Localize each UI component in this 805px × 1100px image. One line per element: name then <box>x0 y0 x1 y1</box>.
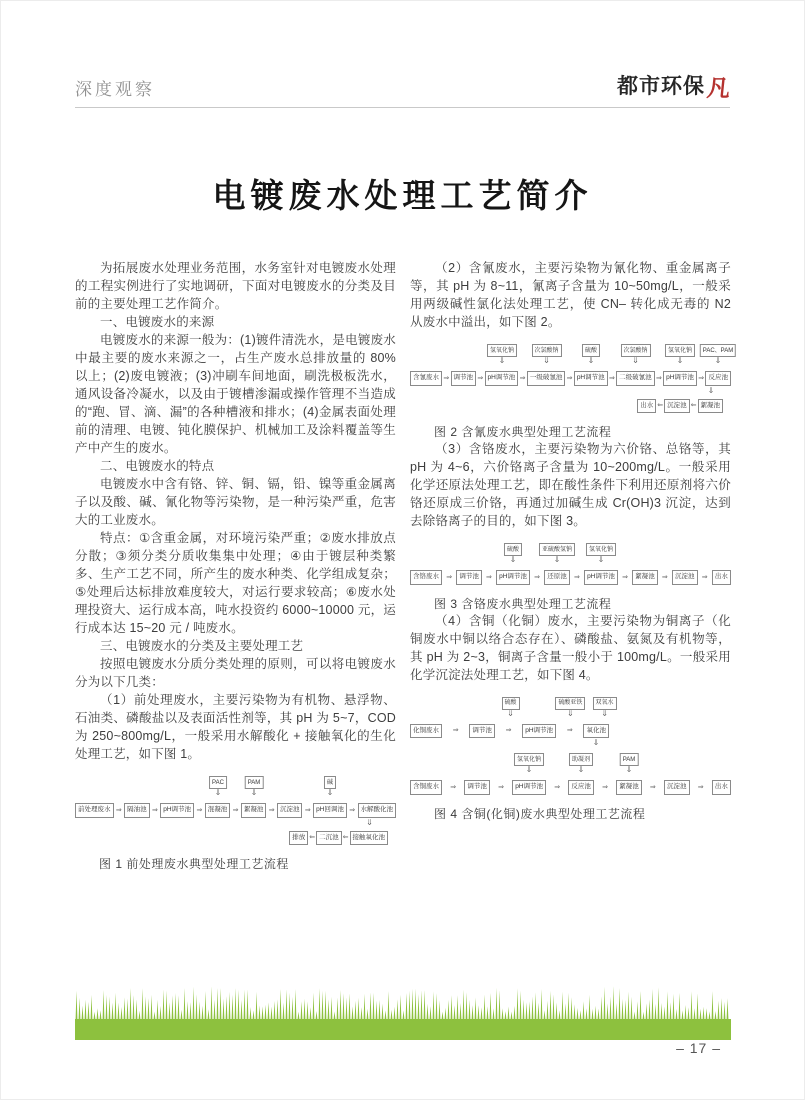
figure-fig3 <box>410 543 731 585</box>
reagent-item <box>539 543 575 564</box>
down-arrow-icon: ⇓ <box>507 708 514 718</box>
flow-main-row <box>410 570 731 585</box>
down-arrow-icon: ⇓ <box>498 356 506 365</box>
reagent-box: 次氯酸钠 <box>620 344 650 357</box>
flow-box: 沉淀池 <box>672 570 698 585</box>
flow-arrow-right-icon: ⇒ <box>622 573 628 581</box>
reagent-item <box>586 543 616 564</box>
brand-logo <box>617 70 730 100</box>
flow-box: 还原池 <box>544 570 570 585</box>
reagent-item <box>569 753 593 774</box>
reagent-box: 硫酸 <box>582 344 600 357</box>
reagent-item <box>487 344 517 365</box>
reagent-box: 氢氧化钠 <box>487 344 517 357</box>
flow-arrow-right-icon: ⇒ <box>115 806 122 814</box>
down-arrow-icon: ⇓ <box>625 765 633 774</box>
flow-box: 调节池 <box>464 780 490 795</box>
flow-arrow-left-icon: ⇐ <box>309 834 316 842</box>
down-arrow-icon: ⇓ <box>714 356 722 365</box>
flow-arrow-right-icon: ⇒ <box>697 783 704 791</box>
figure-fig1 <box>75 776 396 845</box>
reagent-box: 助凝剂 <box>569 753 593 766</box>
reagent-box: 次氯酸钠 <box>531 344 561 357</box>
flow-box: 含铜废水 <box>410 780 442 795</box>
reagent-item <box>620 753 639 774</box>
body-paragraph: （4）含铜（化铜）废水，主要污染物为铜离子（化铜废水中铜以络合态存在）、磷酸盐、氨氮及有机物等，其 pH 为 2~3，铜离子含量一般小于 100mg/L。一般采用化学沉淀法处理工艺，如下图 4。 <box>410 613 731 682</box>
flow-box: 含铬废水 <box>410 570 442 585</box>
flow-box: 出水 <box>712 780 731 795</box>
flow-box: 混凝池 <box>205 803 231 818</box>
reagent-box: 亚硫酸氢钠 <box>539 543 575 556</box>
flow-box: 出水 <box>712 570 731 585</box>
right-column <box>410 259 734 872</box>
flow-arrow-right-icon: ⇒ <box>452 727 459 735</box>
figure-caption: 图 2 含氰废水典型处理工艺流程 <box>434 425 612 439</box>
flow-arrow-right-icon: ⇒ <box>608 374 615 382</box>
reagent-box: 硫酸 <box>504 543 522 556</box>
flow-main-row <box>410 724 609 739</box>
reagent-item <box>555 697 585 718</box>
body-paragraph: 为拓展废水处理业务范围，水务室针对电镀废水处理的工程实例进行了实地调研，下面对电镀废水的分类及目前的主要处理工艺作简介。 <box>75 261 396 311</box>
figure-caption: 图 3 含铬废水典型处理工艺流程 <box>434 596 612 611</box>
grass-path <box>75 986 731 1040</box>
flow-box: 二沉池 <box>316 831 342 846</box>
flow-arrow-right-icon: ⇒ <box>655 374 662 382</box>
flow-box: 二级破氰池 <box>616 371 655 386</box>
flow-box: 反应池 <box>705 371 731 386</box>
reagent-box: 硫酸亚铁 <box>555 697 585 710</box>
page-number: – 17 – <box>676 1040 721 1056</box>
flow-box: pH调节池 <box>160 803 194 818</box>
reagent-item <box>700 344 736 365</box>
reagent-item <box>504 543 522 564</box>
flow-arrow-right-icon: ⇒ <box>446 573 453 581</box>
flow-box: 絮凝池 <box>616 780 642 795</box>
down-arrow-icon: ⇓ <box>707 386 715 395</box>
reagent-box: PAM <box>245 776 264 789</box>
down-arrow-icon: ⇓ <box>326 788 334 797</box>
flow-box: 絮凝池 <box>698 399 724 414</box>
reagent-item <box>501 697 519 718</box>
section-heading: 一、电镀废水的来源 <box>100 315 215 329</box>
article-title: 电镀废水处理工艺简介 <box>212 179 593 215</box>
flow-main-row <box>75 803 396 818</box>
reagent-item <box>514 753 544 774</box>
flow-arrow-right-icon: ⇒ <box>566 727 573 735</box>
flow-box: 氧化池 <box>583 724 609 739</box>
down-arrow-icon: ⇓ <box>366 818 373 827</box>
flow-box: 排放 <box>289 831 308 846</box>
flow-branch-row <box>410 399 731 414</box>
flow-box: 隔油池 <box>124 803 150 818</box>
brand-text: 都市环保 <box>617 75 705 98</box>
flow-box: 调节池 <box>469 724 495 739</box>
flow-arrow-right-icon: ⇒ <box>349 806 356 814</box>
flow-arrow-right-icon: ⇒ <box>268 806 275 814</box>
flow-box: 沉淀池 <box>277 803 303 818</box>
flow-box: 絮凝池 <box>241 803 267 818</box>
reagent-item <box>593 697 617 718</box>
flow-branch-row <box>75 831 396 846</box>
flow-chain <box>410 344 734 413</box>
flow-arrow-right-icon: ⇒ <box>649 783 656 791</box>
flow-chain <box>410 753 731 795</box>
reagent-box: PAC <box>209 776 227 789</box>
flow-arrow-right-icon: ⇒ <box>602 783 608 791</box>
down-arrow-icon: ⇓ <box>676 356 684 365</box>
down-arrow-icon: ⇓ <box>525 765 533 774</box>
flow-arrow-left-icon: ⇐ <box>690 402 697 410</box>
flow-main-row <box>410 780 731 795</box>
down-arrow-icon: ⇓ <box>601 708 608 718</box>
figure-caption: 图 4 含铜(化铜)废水典型处理工艺流程 <box>434 806 646 821</box>
flow-connector <box>410 738 609 750</box>
flow-chain <box>410 697 614 751</box>
flow-box: pH调节池 <box>522 724 556 739</box>
flow-box: pH调节池 <box>485 371 519 386</box>
reagent-item <box>582 344 600 365</box>
figure-caption: 图 1 前处理废水典型处理工艺流程 <box>99 857 289 871</box>
down-arrow-icon: ⇓ <box>543 356 550 365</box>
flow-arrow-right-icon: ⇒ <box>477 374 484 382</box>
article-columns <box>75 259 734 872</box>
flow-box: pH调节池 <box>574 371 608 386</box>
brand-logo-icon: 凡 <box>705 76 732 101</box>
reagent-box: 氢氧化钠 <box>665 344 695 357</box>
flow-arrow-right-icon: ⇒ <box>661 573 668 581</box>
body-paragraph: 电镀废水的来源一般为：(1)镀件清洗水，是电镀废水中最主要的废水来源之一，占生产废水总排放量的 80%以上；(2)废电镀液；(3)冲刷车间地面，刷洗极板洗水，通风设备冷凝水，以及由于镀槽渗漏或操作管理不当造成的“跑、冒、滴、漏”的各种槽液和排水；(4)金属表面处理前的清理、电镀、钝化膜保护、机械加工及涂料覆盖等生产中产生的废水。 <box>75 333 396 455</box>
flow-arrow-right-icon: ⇒ <box>519 374 526 382</box>
down-arrow-icon: ⇓ <box>553 555 561 564</box>
flow-arrow-right-icon: ⇒ <box>498 783 504 791</box>
body-paragraph: 按照电镀废水分质分类处理的原则，可以将电镀废水分为以下几类： <box>75 657 396 689</box>
grass-decoration <box>75 983 731 1040</box>
flow-box: pH调节池 <box>584 570 618 585</box>
down-arrow-icon: ⇓ <box>566 708 574 718</box>
flow-box: 调节池 <box>456 570 482 585</box>
down-arrow-icon: ⇓ <box>597 555 605 564</box>
body-paragraph: 电镀废水中含有铬、锌、铜、镉，铅、镍等重金属离子以及酸、碱、氰化物等污染物，是一种污染严重，危害大的工业废水。 <box>75 477 396 527</box>
down-arrow-icon: ⇓ <box>587 356 595 365</box>
figure-fig4 <box>410 697 731 795</box>
flow-arrow-left-icon: ⇐ <box>342 834 349 842</box>
flow-arrow-left-icon: ⇐ <box>657 402 664 410</box>
reagent-box: 碱 <box>324 776 336 789</box>
reagent-box: 双氧水 <box>593 697 617 710</box>
flow-box: 前处理废水 <box>75 803 114 818</box>
flow-box: 絮凝池 <box>632 570 658 585</box>
flow-arrow-right-icon: ⇒ <box>196 806 203 814</box>
left-column <box>75 259 396 872</box>
flow-arrow-right-icon: ⇒ <box>304 806 311 814</box>
grass-silhouette <box>75 983 731 1040</box>
flow-box: pH调节池 <box>512 780 546 795</box>
reagent-item <box>245 776 264 797</box>
reagent-box: 氢氧化钠 <box>586 543 616 556</box>
down-arrow-icon: ⇓ <box>577 765 585 774</box>
section-heading: 二、电镀废水的特点 <box>100 459 215 473</box>
body-paragraph: 特点：①含重金属，对环境污染严重；②废水排放点分散；③须分类分质收集集中处理；④由于镀层种类繁多、生产工艺不同，所产生的废水种类、化学组成复杂；⑤处理后达标排放难度较大，对运行要求较高；⑥废水处理投资大、运行成本高，吨水投资约 6000~10000 元，运行成本达 15~20 元 / 吨废水。 <box>75 531 396 635</box>
down-arrow-icon: ⇓ <box>632 356 639 365</box>
flow-box: 水解酸化池 <box>358 803 397 818</box>
flow-box: 沉淀池 <box>664 399 690 414</box>
flow-box: 出水 <box>637 399 656 414</box>
flow-arrow-right-icon: ⇒ <box>573 573 580 581</box>
flow-arrow-right-icon: ⇒ <box>701 573 708 581</box>
reagent-item <box>209 776 227 797</box>
body-paragraph: （1）前处理废水，主要污染物为有机物、悬浮物、石油类、磷酸盐以及表面活性剂等，其 pH 为 5~7，COD 为 250~800mg/L，一般采用水解酸化 + 接触氧化的生化处理工艺，如下图 1。 <box>75 693 396 761</box>
reagent-item <box>531 344 561 365</box>
reagent-item <box>324 776 336 797</box>
flow-main-row <box>410 371 731 386</box>
flow-box: pH调节池 <box>663 371 697 386</box>
header-divider <box>75 107 730 108</box>
flow-box: pH回调池 <box>313 803 347 818</box>
reagent-box: PAM <box>620 753 639 766</box>
flow-box: 化铜废水 <box>410 724 442 739</box>
flow-arrow-right-icon: ⇒ <box>443 374 450 382</box>
flow-box: 反应池 <box>568 780 594 795</box>
flow-box: pH调节池 <box>496 570 530 585</box>
page-header <box>75 70 730 100</box>
figure-fig2 <box>410 344 734 413</box>
flow-box: 含氰废水 <box>410 371 442 386</box>
down-arrow-icon: ⇓ <box>592 738 600 747</box>
body-paragraph: （3）含铬废水，主要污染物为六价铬、总铬等，其 pH 为 4~6，六价铬离子含量为 10~200mg/L。一般采用化学还原法处理工艺，即在酸性条件下利用还原剂将六价铬还原成三价铬，再通过加碱生成 Cr(OH)3 沉淀，达到去除铬离子的目的，如下图 3。 <box>410 442 731 528</box>
reagent-item <box>620 344 650 365</box>
section-heading: 三、电镀废水的分类及主要处理工艺 <box>100 639 304 653</box>
reagent-box: PAC、PAM <box>700 344 736 357</box>
flow-arrow-right-icon: ⇒ <box>232 806 239 814</box>
flow-box: 沉淀池 <box>664 780 690 795</box>
flow-chain <box>75 776 396 845</box>
reagent-box: 氢氧化钠 <box>514 753 544 766</box>
flow-arrow-right-icon: ⇒ <box>534 573 541 581</box>
down-arrow-icon: ⇓ <box>509 555 517 564</box>
flow-box: 接触氧化池 <box>350 831 389 846</box>
flow-arrow-right-icon: ⇒ <box>554 783 561 791</box>
flow-arrow-right-icon: ⇒ <box>152 806 158 814</box>
flow-arrow-right-icon: ⇒ <box>450 783 457 791</box>
flow-box: 一级破氰池 <box>527 371 566 386</box>
flow-box: 调节池 <box>451 371 477 386</box>
flow-arrow-right-icon: ⇒ <box>698 374 705 382</box>
flow-arrow-right-icon: ⇒ <box>505 727 512 735</box>
reagent-box: 硫酸 <box>501 697 519 710</box>
flow-arrow-right-icon: ⇒ <box>566 374 573 382</box>
flow-chain <box>410 543 731 585</box>
flow-arrow-right-icon: ⇒ <box>486 573 492 581</box>
down-arrow-icon: ⇓ <box>214 788 222 797</box>
reagent-item <box>665 344 695 365</box>
body-paragraph: （2）含氰废水，主要污染物为氰化物、重金属离子等，其 pH 为 8~11，氰离子含量为 10~50mg/L，一般采用两级碱性氯化法处理工艺，使 CN– 转化成无毒的 N2 从废水中溢出，如下图 2。 <box>410 261 731 329</box>
section-label: 深度观察 <box>75 80 155 99</box>
down-arrow-icon: ⇓ <box>250 788 258 797</box>
